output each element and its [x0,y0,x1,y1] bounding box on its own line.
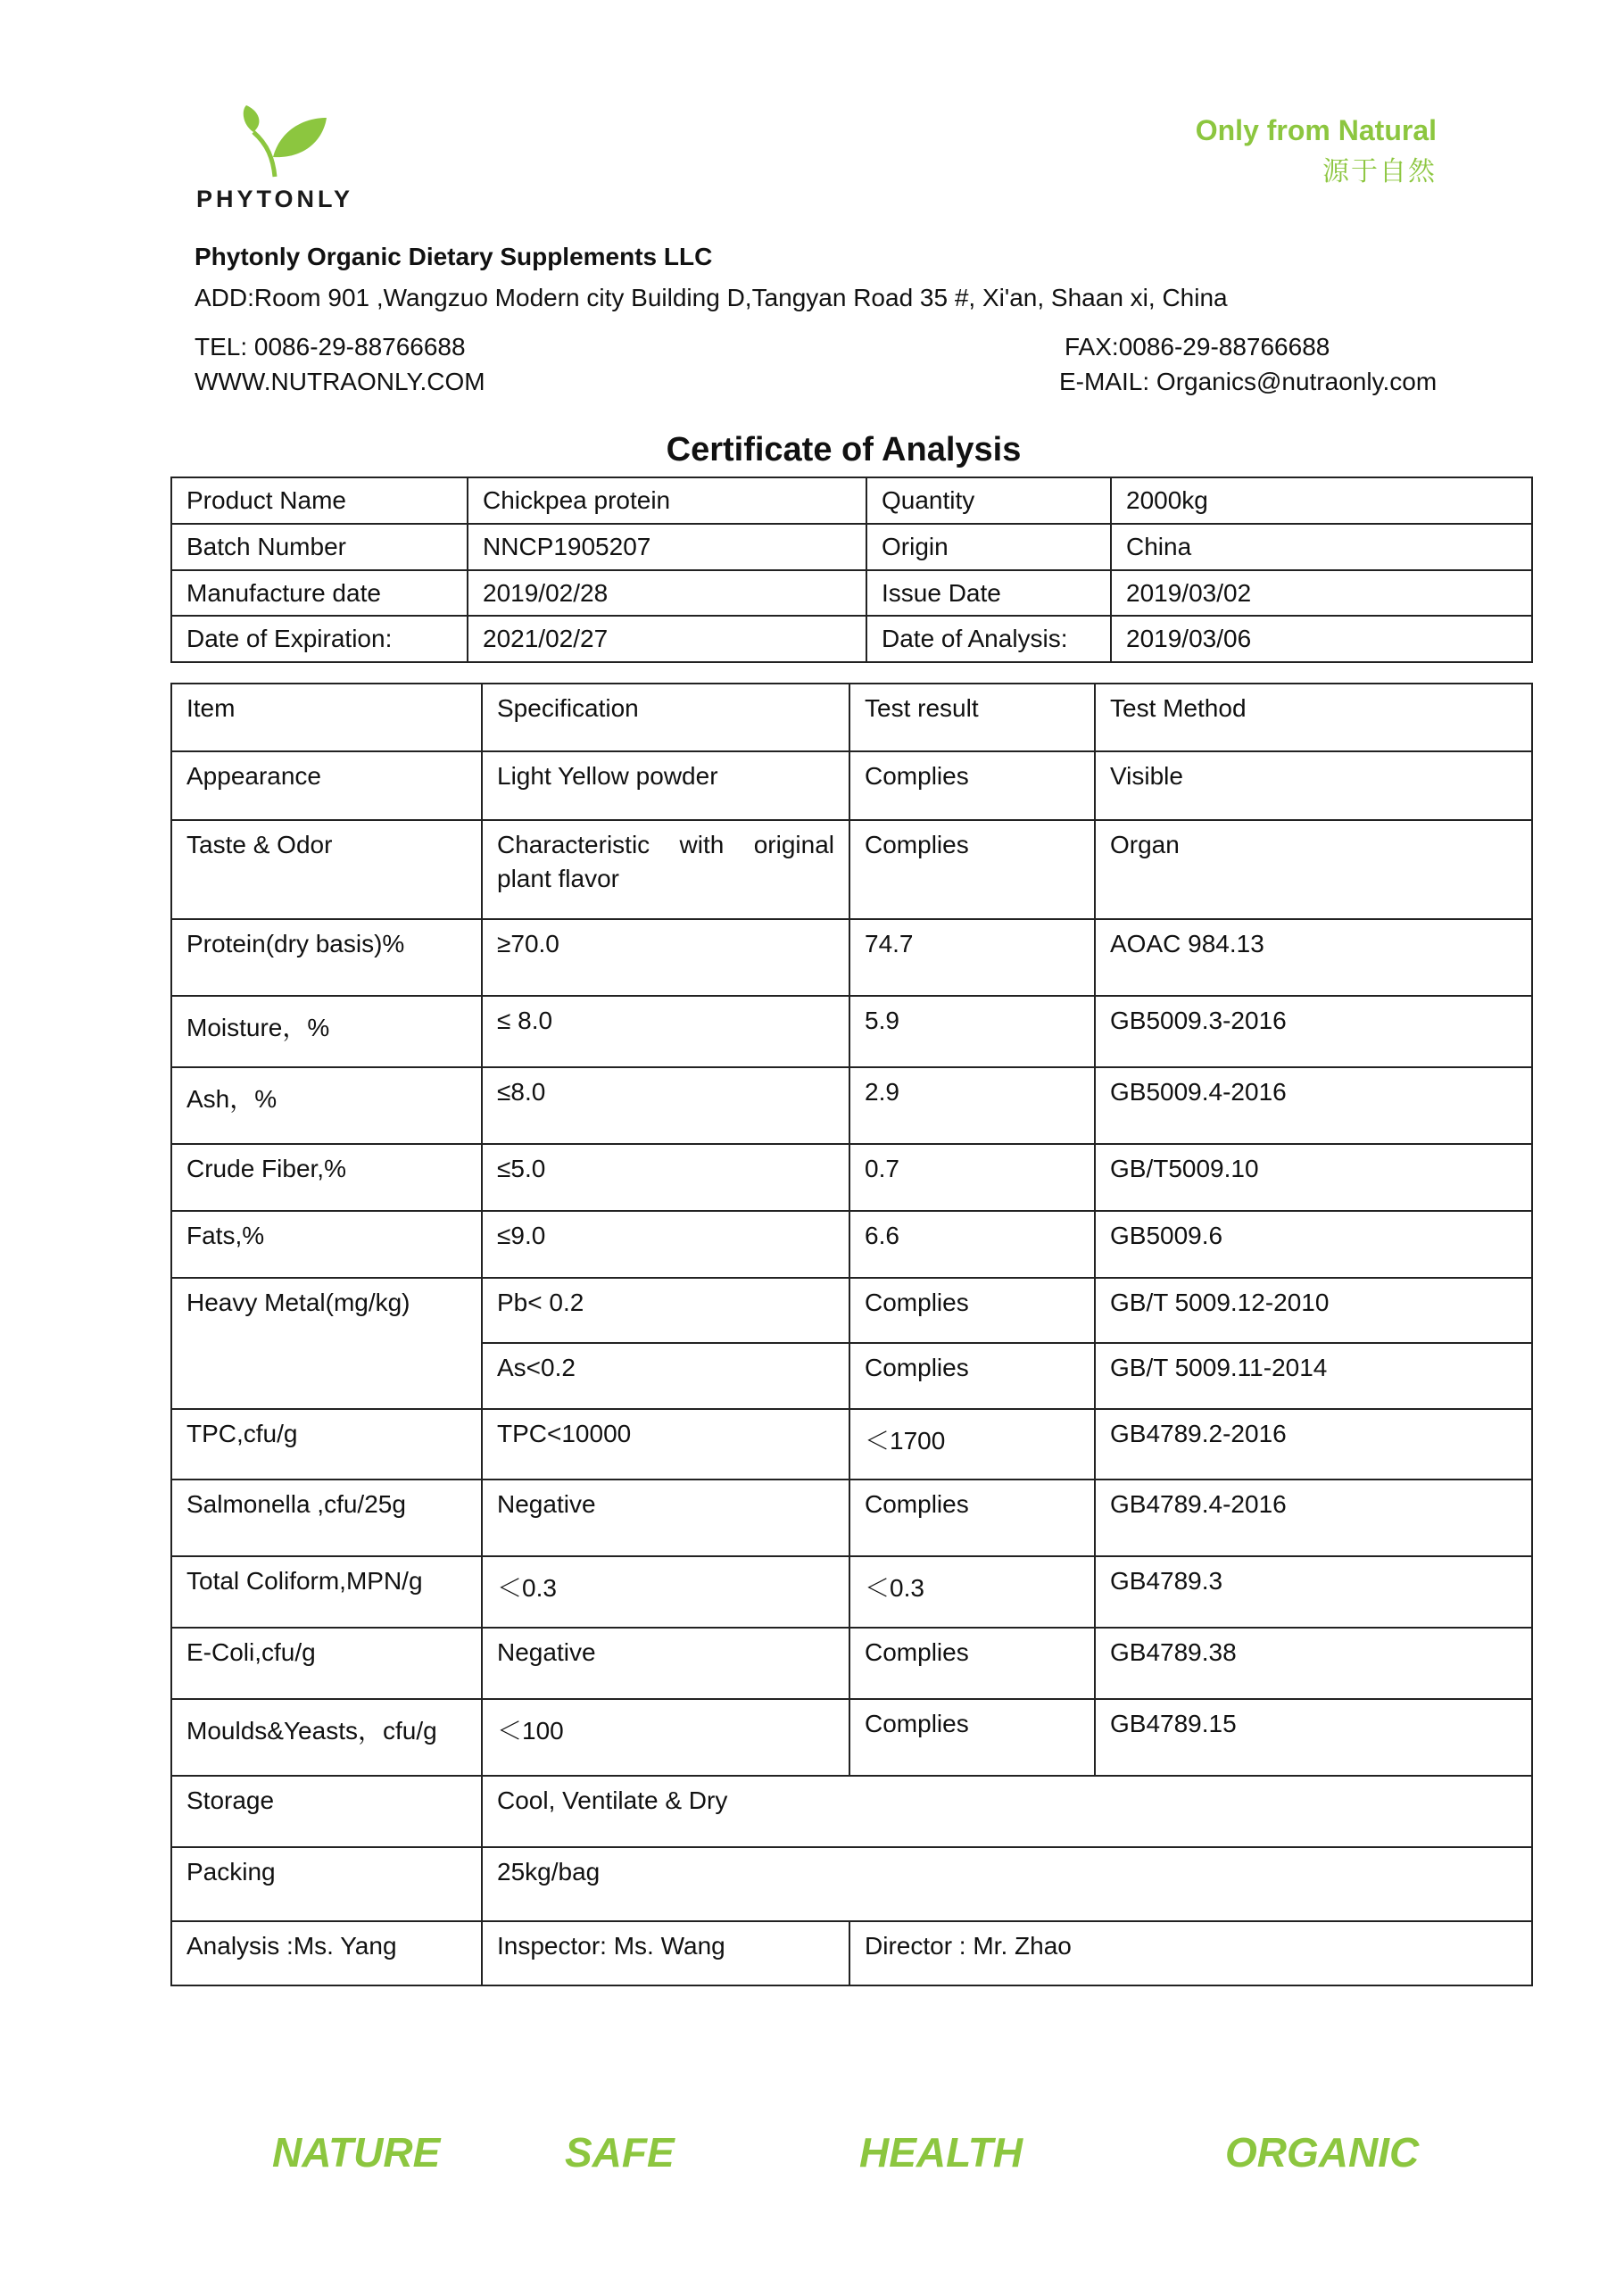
brand-name: PHYTONLY [196,186,354,212]
footer-word-health: HEALTH [859,2129,1023,2176]
spec-cell: ≤9.0 [482,1211,849,1278]
company-tel: TEL: 0086-29-88766688 [195,333,466,361]
method-cell: GB/T 5009.11-2014 [1095,1343,1532,1409]
company-email: E-MAIL: Organics@nutraonly.com [1059,368,1438,395]
slogan-chinese: 源于自然 [1322,157,1437,186]
table-row [171,996,1532,1067]
expiration-date: 2021/02/27 [468,616,866,662]
packing-value: 25kg/bag [482,1847,1532,1921]
method-cell: GB4789.4-2016 [1095,1480,1532,1556]
spec-cell: Negative [482,1480,849,1556]
result-cell: Complies [849,751,1095,820]
item-cell: Total Coliform,MPN/g [171,1556,482,1628]
table-row [171,751,1532,820]
method-cell: AOAC 984.13 [1095,919,1532,996]
table-row [171,570,1532,617]
column-header: Specification [482,684,849,751]
analysis-date: 2019/03/06 [1111,616,1532,662]
result-cell: ＜0.3 [849,1556,1095,1628]
info-label: Date of Expiration: [171,616,468,662]
footer-word-nature: NATURE [272,2129,441,2176]
result-cell: 6.6 [849,1211,1095,1278]
method-cell: GB/T 5009.12-2010 [1095,1278,1532,1343]
spec-cell: As<0.2 [482,1343,849,1409]
table-row [171,524,1532,570]
table-header-row [171,684,1532,751]
spec-cell: ＜0.3 [482,1556,849,1628]
table-row [171,477,1532,524]
item-cell: Salmonella ,cfu/25g [171,1480,482,1556]
origin: China [1111,524,1532,570]
table-row [171,1556,1532,1628]
spec-cell: ≥70.0 [482,919,849,996]
table-row [171,1847,1532,1921]
leaf-icon [241,105,327,178]
company-address: ADD:Room 901 ,Wangzuo Modern city Building D,Tangyan Road 35 #, Xi'an, Shaan xi, China [195,284,1228,311]
spec-cell: ≤5.0 [482,1144,849,1211]
product-name: Chickpea protein [468,477,866,524]
slogan-english: Only from Natural [1195,114,1437,146]
item-cell: E-Coli,cfu/g [171,1628,482,1699]
item-cell: Protein(dry basis)% [171,919,482,996]
info-label: Issue Date [866,570,1111,617]
spec-cell: ＜100 [482,1699,849,1776]
result-cell: Complies [849,1628,1095,1699]
info-label: Manufacture date [171,570,468,617]
company-logo [196,105,375,213]
slogan [1196,114,1437,188]
method-cell: GB5009.3-2016 [1095,996,1532,1067]
director: Director : Mr. Zhao [849,1921,1532,1985]
column-header: Test result [849,684,1095,751]
item-cell: Moisture，% [171,996,482,1067]
quantity: 2000kg [1111,477,1532,524]
company-fax: FAX:0086-29-88766688 [1065,333,1330,361]
result-cell: ＜1700 [849,1409,1095,1480]
info-label: Product Name [171,477,468,524]
table-row [171,1067,1532,1144]
table-row [171,1409,1532,1480]
item-cell: Moulds&Yeasts，cfu/g [171,1699,482,1776]
analysis-table [170,683,1533,1986]
signature-row [171,1921,1532,1985]
method-cell: Visible [1095,751,1532,820]
issue-date: 2019/03/02 [1111,570,1532,617]
method-cell: GB4789.3 [1095,1556,1532,1628]
item-cell: Packing [171,1847,482,1921]
spec-cell: Light Yellow powder [482,751,849,820]
table-row [171,1144,1532,1211]
item-cell: TPC,cfu/g [171,1409,482,1480]
info-label: Date of Analysis: [866,616,1111,662]
method-cell: GB4789.2-2016 [1095,1409,1532,1480]
table-row [171,1628,1532,1699]
table-row [171,1278,1532,1343]
method-cell: GB4789.15 [1095,1699,1532,1776]
method-cell: GB5009.4-2016 [1095,1067,1532,1144]
table-row [171,1776,1532,1847]
method-cell: Organ [1095,820,1532,919]
result-cell: 74.7 [849,919,1095,996]
item-cell: Fats,% [171,1211,482,1278]
info-label: Quantity [866,477,1111,524]
company-website: WWW.NUTRAONLY.COM [195,368,485,395]
spec-cell: Pb< 0.2 [482,1278,849,1343]
method-cell: GB4789.38 [1095,1628,1532,1699]
info-label: Origin [866,524,1111,570]
column-header: Item [171,684,482,751]
analyst: Analysis :Ms. Yang [171,1921,482,1985]
item-cell: Taste & Odor [171,820,482,919]
item-cell: Crude Fiber,% [171,1144,482,1211]
result-cell: Complies [849,1343,1095,1409]
inspector: Inspector: Ms. Wang [482,1921,849,1985]
spec-cell: Characteristic with original plant flavor [482,820,849,919]
column-header: Test Method [1095,684,1532,751]
manufacture-date: 2019/02/28 [468,570,866,617]
company-name: Phytonly Organic Dietary Supplements LLC [195,243,713,270]
table-row [171,1480,1532,1556]
item-cell: Heavy Metal(mg/kg) [171,1278,482,1409]
footer-word-safe: SAFE [565,2129,675,2176]
table-row [171,616,1532,662]
table-row [171,1211,1532,1278]
storage-value: Cool, Ventilate & Dry [482,1776,1532,1847]
method-cell: GB/T5009.10 [1095,1144,1532,1211]
table-row [171,820,1532,919]
item-cell: Appearance [171,751,482,820]
spec-cell: ≤ 8.0 [482,996,849,1067]
table-row [171,1699,1532,1776]
result-cell: Complies [849,1699,1095,1776]
footer-word-organic: ORGANIC [1225,2129,1420,2176]
item-cell: Storage [171,1776,482,1847]
info-label: Batch Number [171,524,468,570]
method-cell: GB5009.6 [1095,1211,1532,1278]
result-cell: Complies [849,820,1095,919]
spec-cell: Negative [482,1628,849,1699]
item-cell: Ash，% [171,1067,482,1144]
result-cell: 2.9 [849,1067,1095,1144]
spec-cell: ≤8.0 [482,1067,849,1144]
product-info-table [170,477,1533,663]
result-cell: 0.7 [849,1144,1095,1211]
result-cell: Complies [849,1278,1095,1343]
document-title: Certificate of Analysis [666,431,1022,468]
result-cell: 5.9 [849,996,1095,1067]
table-row [171,919,1532,996]
batch-number: NNCP1905207 [468,524,866,570]
result-cell: Complies [849,1480,1095,1556]
spec-cell: TPC<10000 [482,1409,849,1480]
